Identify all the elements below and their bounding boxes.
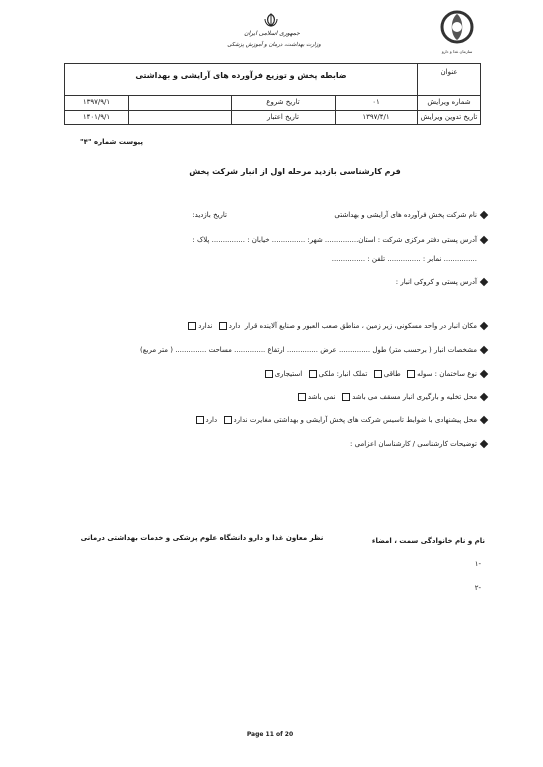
bullet-icon xyxy=(480,211,488,219)
signature-entry-1: -۱ xyxy=(474,560,481,568)
title-value: ضابطه پخش و توزیع فرآورده های آرایشی و بهداشتی xyxy=(135,71,347,80)
conflict-checkbox[interactable] xyxy=(196,416,204,424)
owned-checkbox[interactable] xyxy=(309,370,317,378)
item-company-name: نام شرکت پخش فرآورده های آرایشی و بهداشتی xyxy=(334,211,487,219)
bullet-icon xyxy=(480,416,488,424)
bullet-icon xyxy=(480,322,488,330)
header-table xyxy=(64,63,481,125)
signature-right-title: نام و نام خانوادگی سمت ، امضاء xyxy=(371,537,485,545)
emblem xyxy=(248,12,294,31)
annex-number: پیوست شماره "۴" xyxy=(80,138,143,146)
fda-logo xyxy=(438,10,476,56)
item-building-type: نوع ساختمان : سوله طاقی تملک انبار: ملکی استیجاری xyxy=(263,370,487,378)
page-number: Page 11 of 20 xyxy=(246,731,294,738)
bullet-icon xyxy=(480,346,488,354)
no-conflict-checkbox[interactable] xyxy=(224,416,232,424)
revision-label: شماره ویرایش xyxy=(427,98,471,106)
start-date-label: تاریخ شروع xyxy=(266,98,300,106)
signature-left-title: نظر معاون غذا و دارو دانشگاه علوم پزشکی و خدمات بهداشتی درمانی xyxy=(80,534,324,542)
item-warehouse-address: آدرس پستی و کروکی انبار : xyxy=(396,278,487,286)
fda-logo-icon xyxy=(440,10,474,44)
bullet-icon xyxy=(480,440,488,448)
iran-emblem-icon xyxy=(263,13,279,27)
title-label: عنوان xyxy=(440,68,458,76)
item-address-line2: ............... نمابر : ............... تلفن : ............... xyxy=(331,255,477,263)
revision-date-label: تاریخ تدوین ویرایش xyxy=(420,113,478,121)
item-loading-area: محل تخلیه و بارگیری انبار مسقف می باشد نمی باشد xyxy=(296,393,487,401)
visit-date: تاریخ بازدید: xyxy=(192,211,227,219)
revision-value: ۰۱ xyxy=(372,98,380,106)
has-checkbox[interactable] xyxy=(219,322,227,330)
rental-checkbox[interactable] xyxy=(265,370,273,378)
item-inspector-notes: توضیحات کارشناسی / کارشناسان اعزامی : xyxy=(350,440,487,448)
bullet-icon xyxy=(480,393,488,401)
not-roofed-checkbox[interactable] xyxy=(298,393,306,401)
validity-label: تاریخ اعتبار xyxy=(266,113,299,121)
item-address: آدرس پستی دفتر مرکزی شرکت : استان............... شهر: ............... خیابان : ............... پلاک : xyxy=(192,236,487,244)
item-specs: مشخصات انبار ( برحسب متر) طول .............. عرض .............. ارتفاع .............. مساحت .............. ( متر مربع) xyxy=(140,346,487,354)
arched-checkbox[interactable] xyxy=(374,370,382,378)
validity-value: ۱۴۰۱/۹/۱ xyxy=(82,113,111,121)
form-title: فرم کارشناسی بازدید مرحله اول از انبار شرکت پخش xyxy=(189,167,401,176)
bullet-icon xyxy=(480,370,488,378)
emblem-caption-2: وزارت بهداشت، درمان و آموزش پزشکی xyxy=(227,42,321,48)
start-date-value: ۱۳۹۷/۹/۱ xyxy=(82,98,111,106)
hasnot-checkbox[interactable] xyxy=(188,322,196,330)
bullet-icon xyxy=(480,236,488,244)
item-proposed-location: محل پیشنهادی با ضوابط تاسیس شرکت های پخش آرایشی و بهداشتی مغایرت ندارد دارد xyxy=(194,416,487,424)
shed-checkbox[interactable] xyxy=(407,370,415,378)
emblem-caption-1: جمهوری اسلامی ایران xyxy=(244,30,300,37)
signature-entry-2: -۲ xyxy=(474,584,481,592)
bullet-icon xyxy=(480,278,488,286)
revision-date-value: ۱۳۹۷/۴/۱ xyxy=(362,113,390,121)
roofed-checkbox[interactable] xyxy=(342,393,350,401)
fda-logo-caption: سازمان غذا و دارو xyxy=(441,49,473,54)
item-warehouse-location: مکان انبار در واحد مسکونی، زیر زمین ، مناطق صعب العبور و صنایع آلاینده قرار دارد ندارد xyxy=(186,322,487,330)
